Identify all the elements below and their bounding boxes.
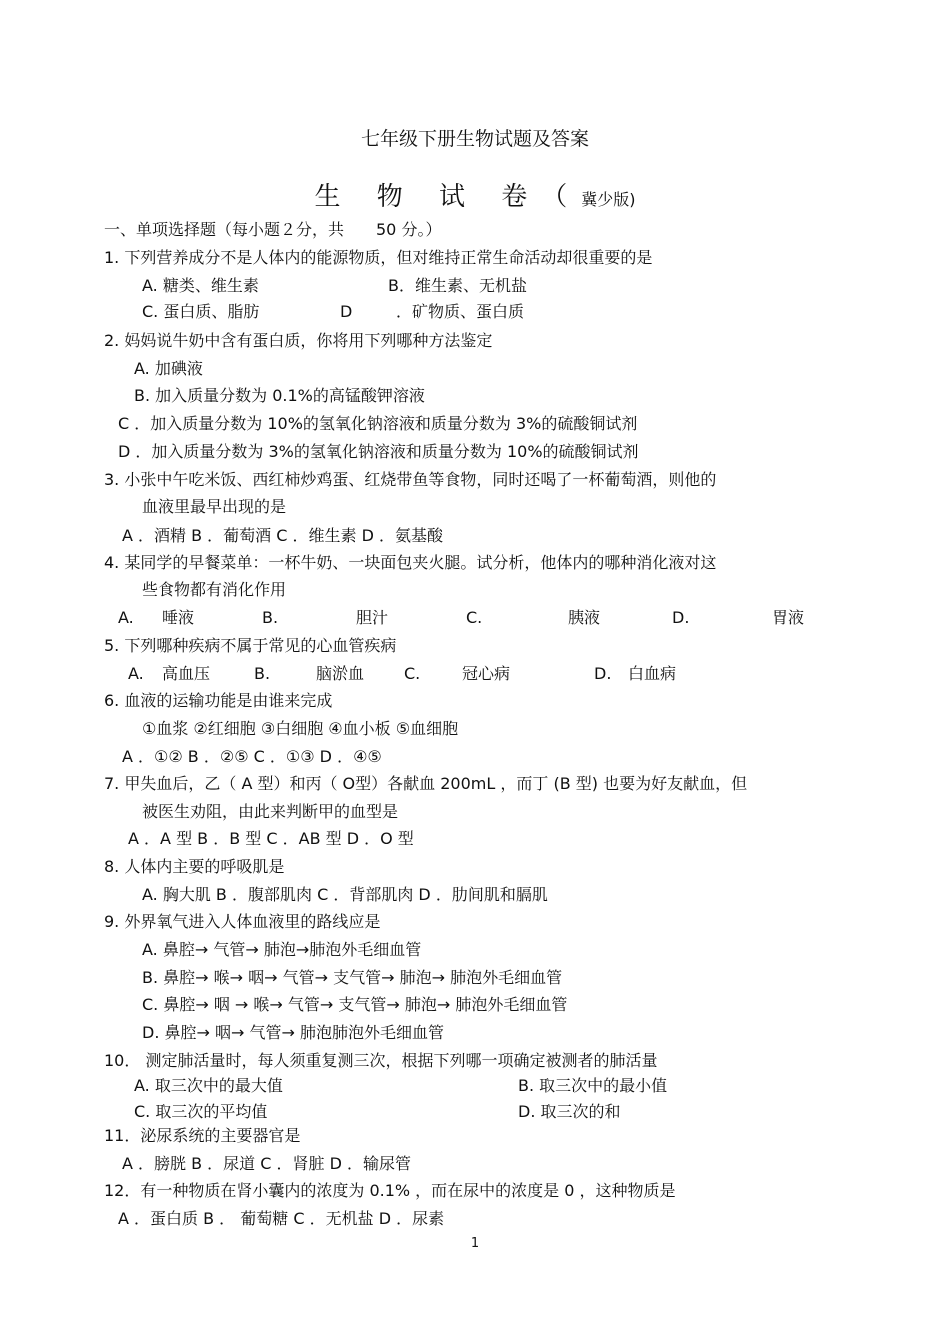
q4-option-c-letter: C. [466,608,483,627]
question-3-stem: 3. 小张中午吃米饭、西红柿炒鸡蛋、红烧带鱼等食物，同时还喝了一杯葡萄酒，则他的 [104,470,717,489]
q2-option-d: D ．加入质量分数为 3%的氢氧化钠溶液和质量分数为 10%的硫酸铜试剂 [118,442,639,461]
q12-options: A ．蛋白质 B ． 葡萄糖 C ．无机盐 D ．尿素 [118,1209,445,1228]
question-2-stem: 2. 妈妈说牛奶中含有蛋白质，你将用下列哪种方法鉴定 [104,331,493,350]
q10-option-a: A. 取三次中的最大值 [134,1076,283,1095]
question-7-stem: 7. 甲失血后，乙（ A 型）和丙（ O型）各献血 200mL ，而丁 (B 型) 也要为好友献血，但 [104,774,748,793]
question-10-stem: 10． 测定肺活量时，每人须重复测三次，根据下列哪一项确定被测者的肺活量 [104,1051,658,1070]
question-7-stem-cont: 被医生劝阻，由此来判断甲的血型是 [142,802,399,821]
q7-options: A ．A 型 B ．B 型 C ．AB 型 D ．O 型 [128,829,414,848]
q4-option-a-letter: A. [118,608,134,627]
document-title: 七年级下册生物试题及答案 [360,128,589,150]
q8-options: A. 胸大肌 B ．腹部肌肉 C ．背部肌肉 D ．肋间肌和膈肌 [142,885,548,904]
q11-options: A ．膀胱 B ．尿道 C ．肾脏 D ．输尿管 [122,1154,412,1173]
question-5-stem: 5. 下列哪种疾病不属于常见的心血管疾病 [104,636,397,655]
exam-title-main: 生 物 试 卷（ [314,182,582,212]
q6-items: ①血浆 ②红细胞 ③白细胞 ④血小板 ⑤血细胞 [142,719,459,738]
q5-option-c: 冠心病 [462,664,511,683]
exam-title [0,176,950,213]
q4-option-d-letter: D. [672,608,690,627]
q2-option-b: B. 加入质量分数为 0.1%的高锰酸钾溶液 [134,386,425,405]
q1-option-a: A. 糖类、维生素 [142,276,259,295]
q9-option-a: A. 鼻腔→ 气管→ 肺泡→肺泡外毛细血管 [142,940,422,959]
question-4-stem-cont: 些食物都有消化作用 [142,580,287,599]
page-number: 1 [470,1236,480,1251]
q5-option-d: 白血病 [628,664,677,683]
section-heading: 一、单项选择题（每小题２分，共 50 分。） [104,220,442,239]
q1-option-b: B．维生素、无机盐 [388,276,527,295]
question-8-stem: 8. 人体内主要的呼吸肌是 [104,857,285,876]
q1-option-c: C. 蛋白质、脂肪 [142,302,260,321]
question-9-stem: 9. 外界氧气进入人体血液里的路线应是 [104,912,381,931]
question-1-stem: 1. 下列营养成分不是人体内的能源物质，但对维持正常生命活动却很重要的是 [104,248,653,267]
q4-option-b-letter: B. [262,608,279,627]
q5-option-b: 脑淤血 [316,664,365,683]
q10-option-c: C. 取三次的平均值 [134,1102,268,1121]
q5-option-a-letter: A. [128,664,144,683]
q2-option-a: A. 加碘液 [134,359,203,378]
question-11-stem: 11．泌尿系统的主要器官是 [104,1126,301,1145]
q2-option-c: C ．加入质量分数为 10%的氢氧化钠溶液和质量分数为 3%的硫酸铜试剂 [118,414,638,433]
exam-title-edition: 冀少版) [581,190,636,209]
q5-option-c-letter: C. [404,664,421,683]
q6-options: A ．①② B ．②⑤ C ．①③ D ．④⑤ [122,747,382,766]
q9-option-c: C. 鼻腔→ 咽 → 喉→ 气管→ 支气管→ 肺泡→ 肺泡外毛细血管 [142,995,568,1014]
q4-option-c: 胰液 [568,608,601,627]
question-3-stem-cont: 血液里最早出现的是 [142,497,287,516]
question-4-stem: 4. 某同学的早餐菜单：一杯牛奶、一块面包夹火腿。试分析，他体内的哪种消化液对这 [104,553,717,572]
q1-option-d: ．矿物质、蛋白质 [396,302,525,321]
q10-option-d: D. 取三次的和 [518,1102,621,1121]
q9-option-b: B. 鼻腔→ 喉→ 咽→ 气管→ 支气管→ 肺泡→ 肺泡外毛细血管 [142,968,563,987]
q5-option-b-letter: B. [254,664,271,683]
q4-option-b: 胆汁 [356,608,389,627]
q5-option-a: 高血压 [162,664,211,683]
question-12-stem: 12．有一种物质在肾小囊内的浓度为 0.1% ，而在尿中的浓度是 0 ，这种物质是 [104,1181,676,1200]
q1-option-d-letter: D [340,302,353,321]
q9-option-d: D. 鼻腔→ 咽→ 气管→ 肺泡肺泡外毛细血管 [142,1023,444,1042]
q4-option-d: 胃液 [772,608,805,627]
q3-options: A ．酒精 B ．葡萄酒 C ．维生素 D ．氨基酸 [122,526,444,545]
q10-option-b: B. 取三次中的最小值 [518,1076,668,1095]
q4-option-a: 唾液 [162,608,195,627]
q5-option-d-letter: D. [594,664,612,683]
question-6-stem: 6. 血液的运输功能是由谁来完成 [104,691,333,710]
